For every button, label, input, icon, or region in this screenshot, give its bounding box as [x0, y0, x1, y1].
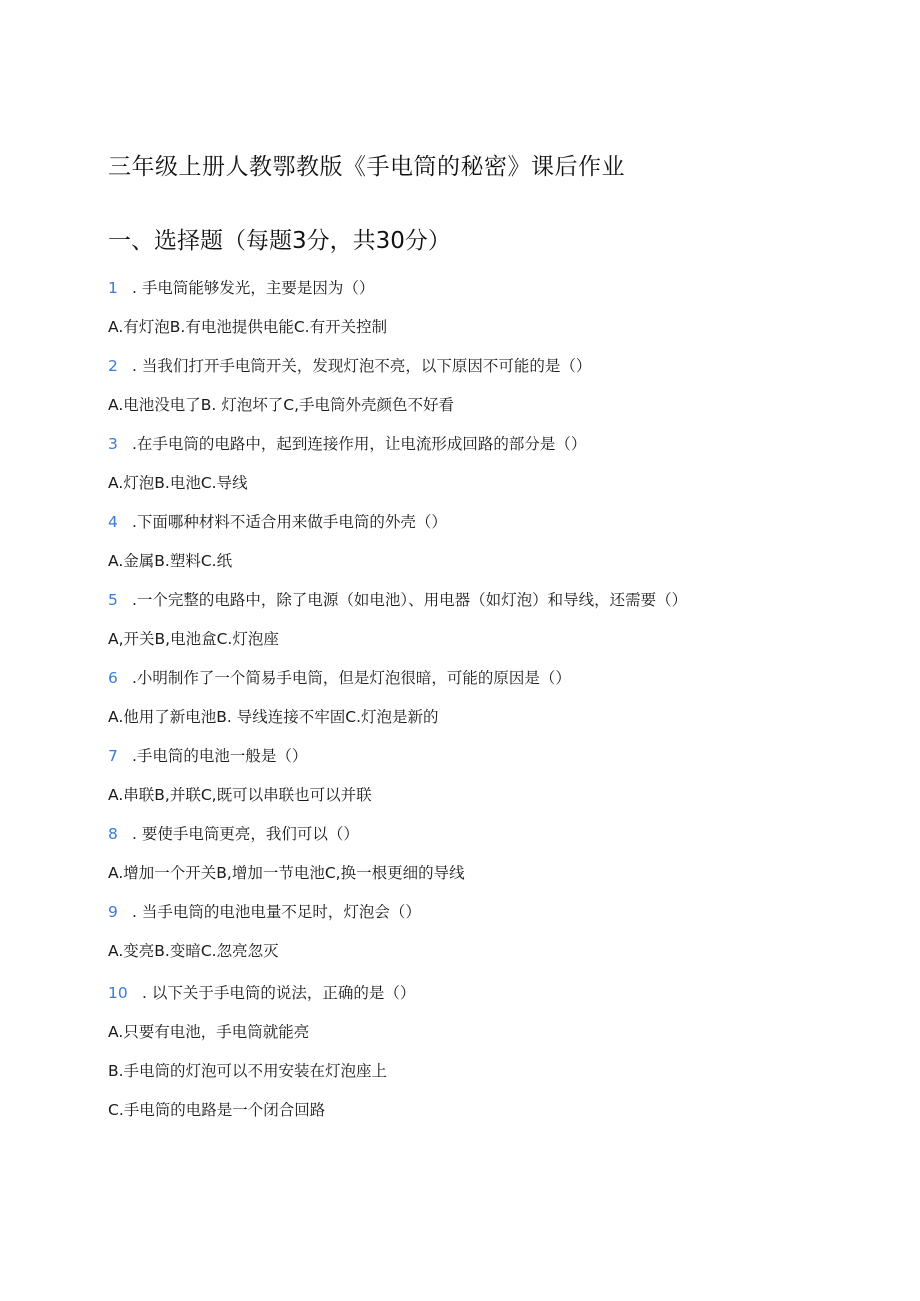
- question-text: . 要使手电筒更亮，我们可以（）: [132, 825, 359, 843]
- question-7-options: A.串联B,并联C,既可以串联也可以并联: [108, 786, 372, 804]
- question-8-options: A.增加一个开关B,增加一节电池C,换一根更细的导线: [108, 864, 465, 882]
- question-text: .小明制作了一个简易手电筒，但是灯泡很暗，可能的原因是（）: [132, 669, 571, 687]
- question-number: 3: [108, 435, 118, 453]
- question-text: . 当我们打开手电筒开关，发现灯泡不亮，以下原因不可能的是（）: [132, 357, 592, 375]
- question-number: 1: [108, 279, 118, 297]
- question-10-option-a: A.只要有电池，手电筒就能亮: [108, 1023, 310, 1041]
- question-5: [108, 588, 687, 610]
- question-text: . 手电筒能够发光，主要是因为（）: [132, 279, 375, 297]
- question-number: 7: [108, 747, 118, 765]
- question-text: .在手电筒的电路中，起到连接作用，让电流形成回路的部分是（）: [132, 435, 587, 453]
- question-7: [108, 744, 307, 766]
- question-number: 4: [108, 513, 118, 531]
- question-number: 6: [108, 669, 118, 687]
- question-10-option-c: C.手电筒的电路是一个闭合回路: [108, 1101, 326, 1119]
- question-3: [108, 432, 586, 454]
- question-1: [108, 276, 374, 298]
- question-10-option-b: B.手电筒的灯泡可以不用安装在灯泡座上: [108, 1062, 388, 1080]
- question-9-options: A.变亮B.变暗C.忽亮忽灭: [108, 942, 279, 960]
- question-text: .一个完整的电路中，除了电源（如电池）、用电器（如灯泡）和导线，还需要（）: [132, 591, 688, 609]
- question-2-options: A.电池没电了B. 灯泡坏了C,手电筒外壳颜色不好看: [108, 396, 454, 414]
- question-number: 2: [108, 357, 118, 375]
- question-4-options: A.金属B.塑料C.纸: [108, 552, 233, 570]
- question-text: .手电筒的电池一般是（）: [132, 747, 308, 765]
- question-9: [108, 900, 421, 922]
- section-title: 一、选择题（每题3分，共30分）: [108, 228, 451, 254]
- question-4: [108, 510, 447, 532]
- question-10: [108, 981, 415, 1003]
- question-5-options: A,开关B,电池盒C.灯泡座: [108, 630, 279, 648]
- question-number: 10: [108, 984, 128, 1002]
- question-number: 9: [108, 903, 118, 921]
- question-1-options: A.有灯泡B.有电池提供电能C.有开关控制: [108, 318, 388, 336]
- question-text: . 以下关于手电筒的说法，正确的是（）: [142, 984, 416, 1002]
- question-8: [108, 822, 359, 844]
- question-2: [108, 354, 591, 376]
- question-number: 8: [108, 825, 118, 843]
- question-text: .下面哪种材料不适合用来做手电筒的外壳（）: [132, 513, 447, 531]
- document-title: 三年级上册人教鄂教版《手电筒的秘密》课后作业: [108, 154, 625, 180]
- question-text: . 当手电筒的电池电量不足时，灯泡会（）: [132, 903, 421, 921]
- question-3-options: A.灯泡B.电池C.导线: [108, 474, 248, 492]
- question-number: 5: [108, 591, 118, 609]
- question-6-options: A.他用了新电池B. 导线连接不牢固C.灯泡是新的: [108, 708, 439, 726]
- question-6: [108, 666, 571, 688]
